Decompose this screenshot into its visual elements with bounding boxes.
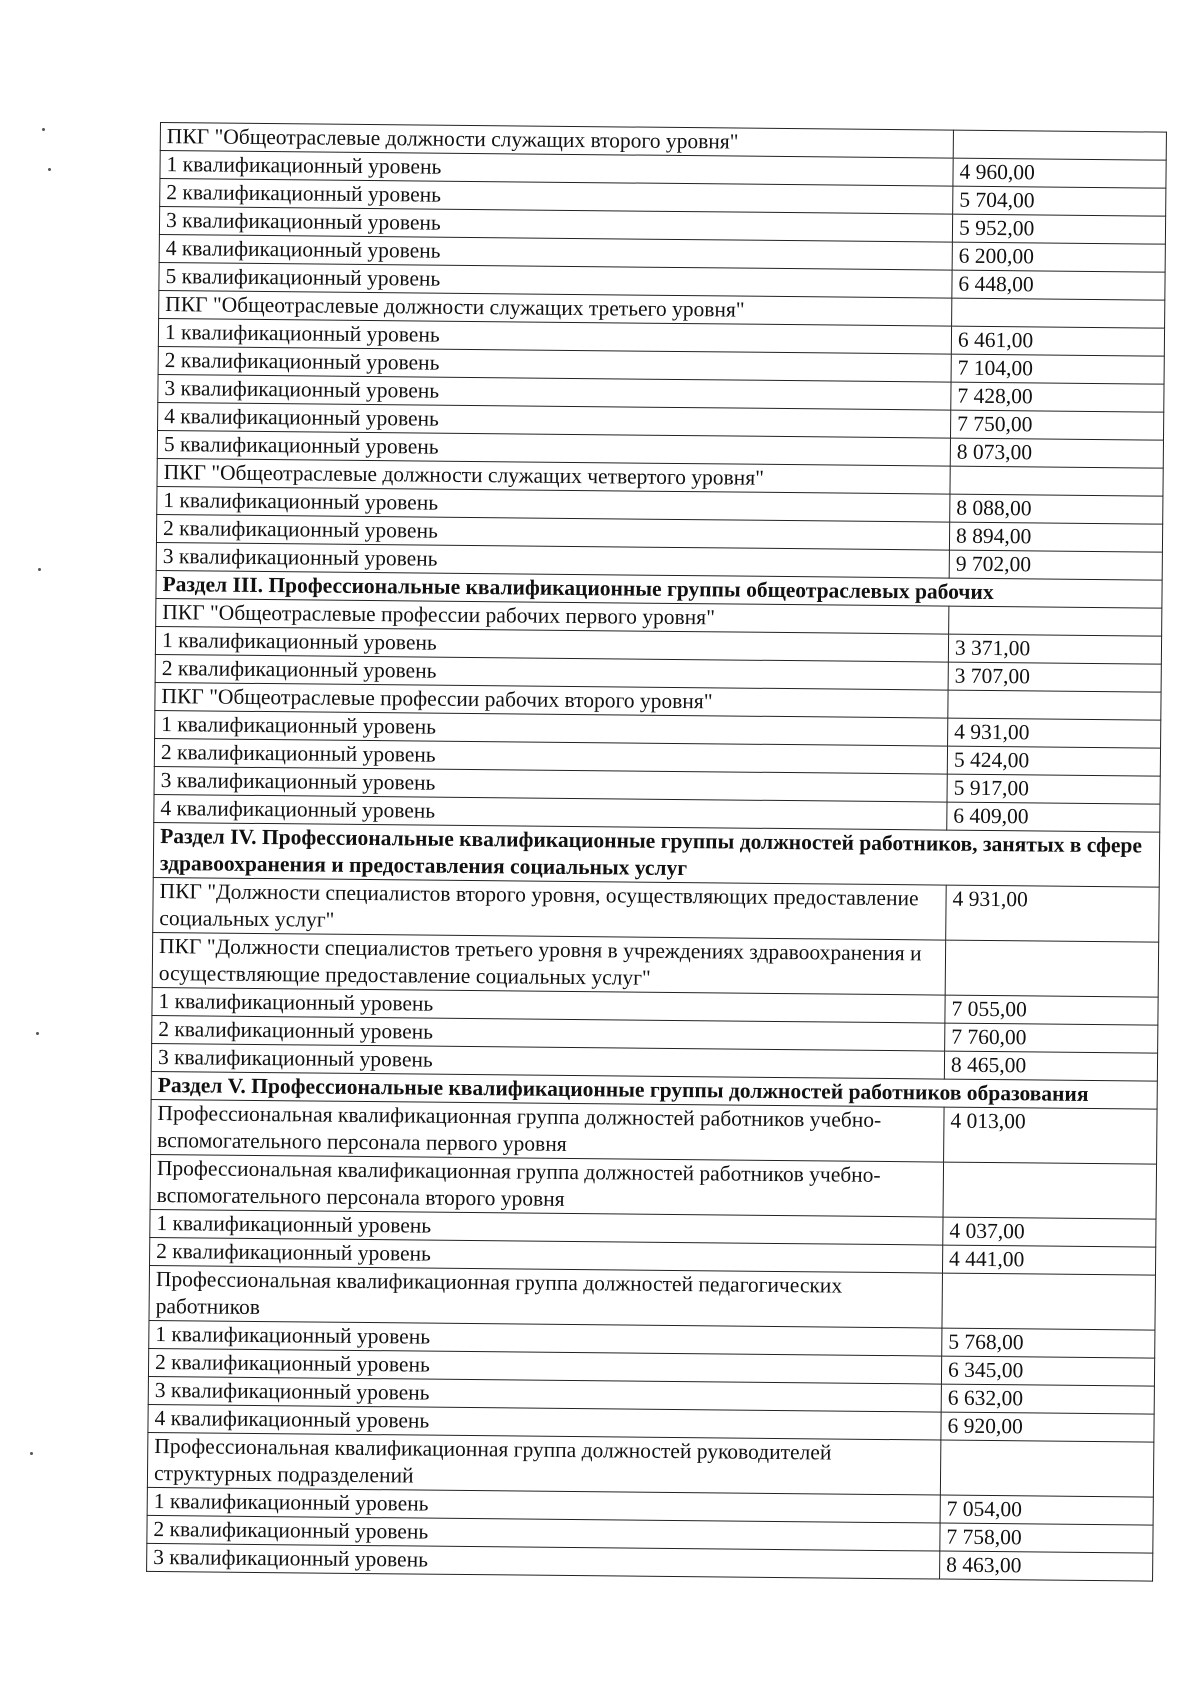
salary-value: 7 054,00: [940, 1495, 1153, 1525]
level-name: 1 квалификационный уровень: [157, 486, 950, 522]
group-row: [152, 932, 1158, 997]
salary-value: 4 960,00: [953, 158, 1166, 188]
group-name: ПКГ "Общеотраслевые профессии рабочих первого уровня": [156, 598, 949, 634]
group-name: Профессиональная квалификационная группа должностей работников учебно-вспомогательного персонала первого уровня: [151, 1099, 944, 1162]
level-name: 2 квалификационный уровень: [147, 1515, 940, 1551]
level-name: 1 квалификационный уровень: [155, 626, 948, 662]
level-name: 2 квалификационный уровень: [155, 654, 948, 690]
level-name: 4 квалификационный уровень: [159, 234, 952, 270]
salary-table-body: [147, 123, 1167, 1582]
group-name: ПКГ "Общеотраслевые должности служащих третьего уровня": [159, 290, 952, 326]
salary-value: 5 917,00: [947, 774, 1160, 804]
scan-speck: [36, 1032, 39, 1035]
salary-value: 9 702,00: [949, 550, 1162, 580]
salary-value: 4 441,00: [942, 1245, 1155, 1275]
level-name: 1 квалификационный уровень: [155, 710, 948, 746]
group-row: [147, 1432, 1153, 1497]
level-name: 3 квалификационный уровень: [158, 374, 951, 410]
salary-value: [952, 298, 1165, 328]
level-name: 4 квалификационный уровень: [158, 402, 951, 438]
salary-value: 5 424,00: [947, 746, 1160, 776]
salary-value: 5 704,00: [953, 186, 1166, 216]
salary-value: 4 931,00: [946, 885, 1160, 942]
level-name: 2 квалификационный уровень: [154, 738, 947, 774]
salary-value: 7 428,00: [951, 382, 1164, 412]
level-name: 5 квалификационный уровень: [157, 430, 950, 466]
salary-value: 7 055,00: [945, 995, 1158, 1025]
level-name: 2 квалификационный уровень: [152, 1015, 945, 1051]
scan-speck: [38, 568, 41, 571]
salary-value: 4 931,00: [948, 718, 1161, 748]
level-name: 1 квалификационный уровень: [160, 151, 953, 187]
salary-value: 7 758,00: [940, 1523, 1153, 1553]
level-name: 2 квалификационный уровень: [158, 346, 951, 382]
scan-speck: [48, 168, 51, 171]
salary-value: 3 707,00: [948, 662, 1161, 692]
scan-speck: [42, 128, 45, 131]
group-row: [149, 1265, 1155, 1330]
salary-value: [940, 1440, 1154, 1497]
level-name: 3 квалификационный уровень: [156, 542, 949, 578]
group-name: ПКГ "Должности специалистов второго уровня, осуществляющих предоставление социальных услуг": [153, 877, 946, 940]
level-name: 2 квалификационный уровень: [156, 514, 949, 550]
level-name: 1 квалификационный уровень: [147, 1487, 940, 1523]
level-name: 3 квалификационный уровень: [154, 766, 947, 802]
salary-value: 6 632,00: [941, 1384, 1154, 1414]
salary-value: 8 088,00: [950, 494, 1163, 524]
level-name: 1 квалификационный уровень: [149, 1320, 942, 1356]
section-heading-row: [153, 822, 1159, 887]
salary-value: 4 037,00: [943, 1217, 1156, 1247]
salary-value: [950, 466, 1163, 496]
salary-value: [942, 1273, 1156, 1330]
salary-value: 8 073,00: [950, 438, 1163, 468]
group-name: ПКГ "Общеотраслевые профессии рабочих второго уровня": [155, 682, 948, 718]
level-name: 2 квалификационный уровень: [160, 179, 953, 215]
salary-value: 5 952,00: [952, 214, 1165, 244]
scan-speck: [30, 1452, 33, 1455]
section-heading: Раздел V. Профессиональные квалификационные группы должностей работников образования: [151, 1071, 1157, 1109]
level-name: 1 квалификационный уровень: [158, 318, 951, 354]
salary-value: 6 448,00: [952, 270, 1165, 300]
level-name: 5 квалификационный уровень: [159, 262, 952, 298]
salary-value: 6 461,00: [951, 326, 1164, 356]
salary-value: [953, 130, 1166, 160]
group-row: [153, 877, 1159, 942]
salary-value: 4 013,00: [944, 1107, 1158, 1164]
salary-value: 6 920,00: [941, 1412, 1154, 1442]
group-name: ПКГ "Общеотраслевые должности служащих четвертого уровня": [157, 458, 950, 494]
section-heading: Раздел III. Профессиональные квалификационные группы общеотраслевых рабочих: [156, 570, 1162, 608]
salary-value: 6 200,00: [952, 242, 1165, 272]
level-name: 3 квалификационный уровень: [159, 207, 952, 243]
level-name: 4 квалификационный уровень: [148, 1404, 941, 1440]
level-name: 3 квалификационный уровень: [148, 1376, 941, 1412]
salary-value: 8 894,00: [949, 522, 1162, 552]
group-name: ПКГ "Должности специалистов третьего уровня в учреждениях здравоохранения и осуществляющие предоставление социальных услуг": [152, 932, 945, 995]
salary-value: 6 345,00: [941, 1356, 1154, 1386]
level-name: 1 квалификационный уровень: [152, 987, 945, 1023]
level-name: 3 квалификационный уровень: [147, 1543, 940, 1579]
salary-value: 8 463,00: [940, 1551, 1153, 1581]
salary-value: [943, 1162, 1157, 1219]
salary-value: 7 104,00: [951, 354, 1164, 384]
salary-value: 3 371,00: [948, 634, 1161, 664]
section-heading: Раздел IV. Профессиональные квалификационные группы должностей работников, занятых в сфере здравоохранения и предоставления социальных услуг: [153, 822, 1159, 887]
level-name: 2 квалификационный уровень: [150, 1237, 943, 1273]
salary-value: 8 465,00: [944, 1051, 1157, 1081]
group-name: Профессиональная квалификационная группа должностей работников учебно-вспомогательного персонала второго уровня: [150, 1154, 943, 1217]
level-name: 2 квалификационный уровень: [148, 1348, 941, 1384]
level-name: 1 квалификационный уровень: [150, 1209, 943, 1245]
salary-value: [948, 690, 1161, 720]
salary-value: [945, 940, 1159, 997]
group-name: Профессиональная квалификационная группа должностей руководителей структурных подразделений: [147, 1432, 940, 1495]
group-row: [151, 1099, 1157, 1164]
level-name: 4 квалификационный уровень: [154, 794, 947, 830]
group-row: [150, 1154, 1156, 1219]
salary-value: 6 409,00: [947, 802, 1160, 832]
salary-table: [146, 122, 1167, 1582]
salary-value: 7 750,00: [951, 410, 1164, 440]
salary-value: 5 768,00: [942, 1328, 1155, 1358]
salary-value: 7 760,00: [945, 1023, 1158, 1053]
level-name: 3 квалификационный уровень: [151, 1043, 944, 1079]
group-name: ПКГ "Общеотраслевые должности служащих второго уровня": [160, 123, 953, 159]
group-name: Профессиональная квалификационная группа должностей педагогических работников: [149, 1265, 942, 1328]
salary-value: [949, 606, 1162, 636]
